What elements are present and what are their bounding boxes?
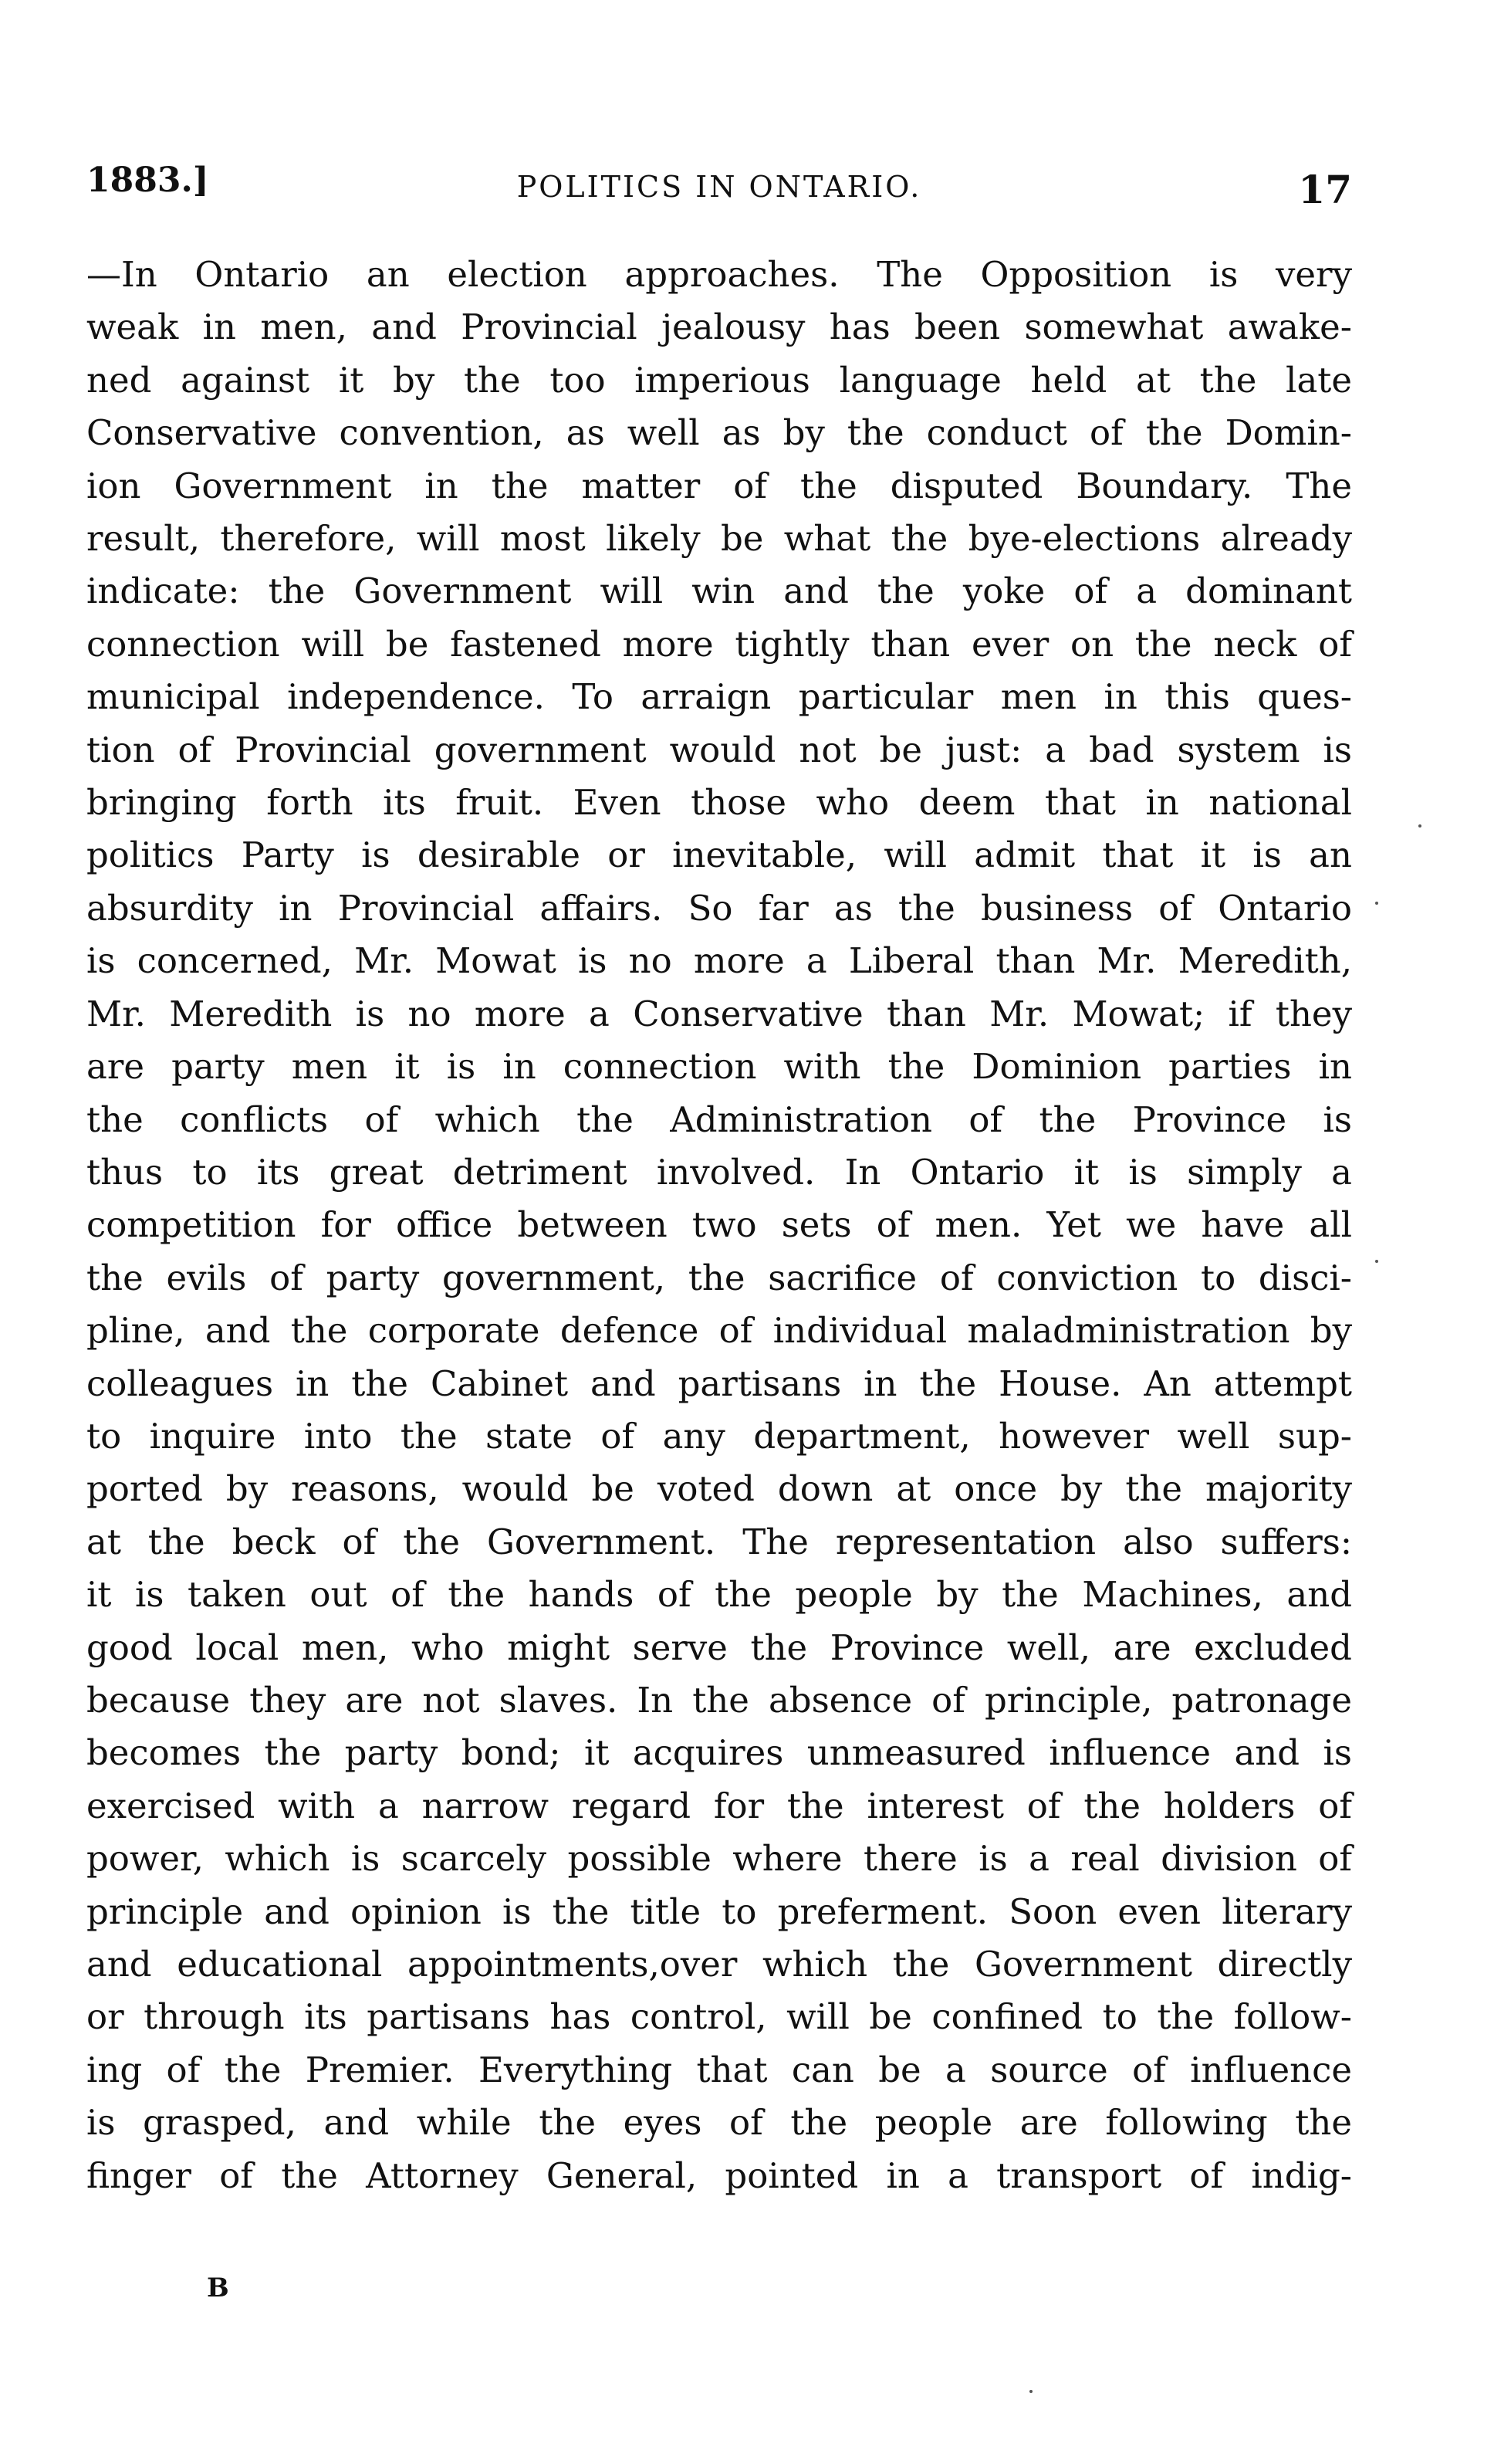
text-line: ing of the Premier. Everything that can be a source of influence [86,2049,1352,2090]
text-line: to inquire into the state of any department, however well sup- [86,1415,1352,1457]
print-speck [1375,902,1378,905]
print-speck [1375,1260,1378,1263]
signature-mark: B [207,2273,229,2303]
text-line: principle and opinion is the title to preferment. Soon even literary [86,1890,1352,1932]
text-line: and educational appointments,over which the Government directly [86,1944,1352,1985]
text-line: are party men it is in connection with the Dominion parties in [86,1046,1352,1088]
text-line: the evils of party government, the sacrifice of conviction to disci- [86,1257,1352,1298]
text-line: competition for office between two sets of men. Yet we have all [86,1204,1352,1246]
text-line: exercised with a narrow regard for the interest of the holders of [86,1785,1352,1826]
text-line: colleagues in the Cabinet and partisans in the House. An attempt [86,1362,1352,1404]
page-number: 17 [1298,167,1352,212]
text-line: bringing forth its fruit. Even those who deem that in national [86,782,1352,824]
print-speck [1029,2390,1033,2393]
text-line: Conservative convention, as well as by the conduct of the Domin- [86,412,1352,454]
text-line: ned against it by the too imperious language held at the late [86,359,1352,401]
text-line: good local men, who might serve the Province well, are excluded [86,1626,1352,1668]
text-line: is concerned, Mr. Mowat is no more a Liberal than Mr. Meredith, [86,940,1352,982]
text-line: the conflicts of which the Administration of the Province is [86,1098,1352,1140]
text-line: —In Ontario an election approaches. The Opposition is very [86,254,1352,295]
text-line: ported by reasons, would be voted down at once by the majority [86,1468,1352,1510]
text-line: ion Government in the matter of the disputed Boundary. The [86,465,1352,506]
text-line: at the beck of the Government. The representation also suffers: [86,1521,1352,1562]
text-line: because they are not slaves. In the absence of principle, patronage [86,1679,1352,1721]
text-line: becomes the party bond; it acquires unmeasured influence and is [86,1732,1352,1774]
text-line: absurdity in Provincial affairs. So far as the business of Ontario [86,887,1352,929]
text-line: result, therefore, will most likely be what the bye-elections already [86,518,1352,560]
text-line: politics Party is desirable or inevitable, will admit that it is an [86,834,1352,876]
text-line: power, which is scarcely possible where there is a real division of [86,1838,1352,1880]
text-line: indicate: the Government will win and the yoke of a dominant [86,570,1352,612]
text-line: or through its partisans has control, will be confined to the follow- [86,1996,1352,2038]
text-line: municipal independence. To arraign particular men in this ques- [86,676,1352,718]
text-line: Mr. Meredith is no more a Conservative than Mr. Mowat; if they [86,993,1352,1034]
text-line: it is taken out of the hands of the people by the Machines, and [86,1574,1352,1616]
text-line: thus to its great detriment involved. In Ontario it is simply a [86,1151,1352,1193]
text-line: connection will be fastened more tightly than ever on the neck of [86,623,1352,665]
text-line: pline, and the corporate defence of individual maladministration by [86,1310,1352,1352]
body-paragraph [86,249,1352,2202]
text-line: finger of the Attorney General, pointed in a transport of indig- [86,2154,1352,2196]
print-speck [1418,824,1421,828]
running-head [86,157,1352,219]
text-line: tion of Provincial government would not be just: a bad system is [86,729,1352,770]
text-line: weak in men, and Provincial jealousy has been somewhat awake- [86,306,1352,348]
text-line: is grasped, and while the eyes of the people are following the [86,2102,1352,2144]
running-head-title: POLITICS IN ONTARIO. [516,170,922,204]
running-head-year: 1883.] [86,161,209,200]
